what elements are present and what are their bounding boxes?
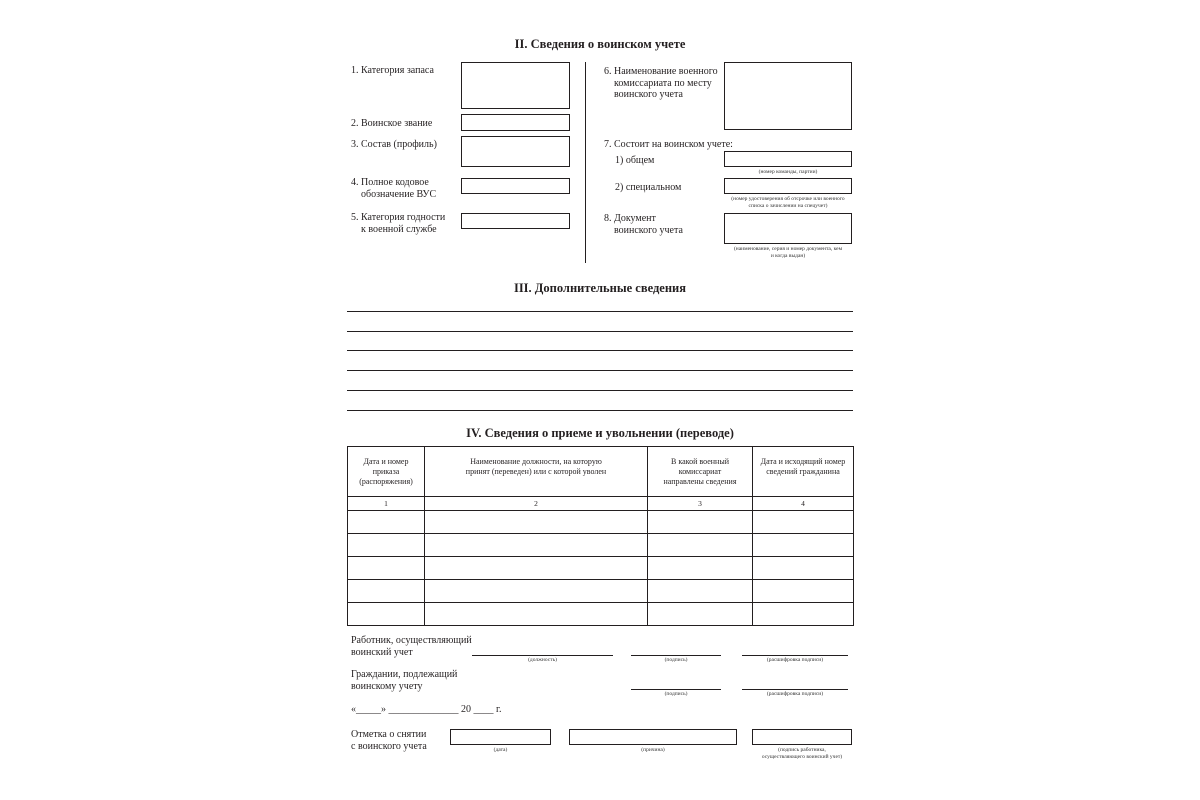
table-cell[interactable] <box>753 511 854 534</box>
column-number: 2 <box>425 497 648 511</box>
general-registration-label: 1) общем <box>615 155 655 166</box>
special-registration-note: (номер удостоверения об отсрочке или военного списка о зачислении на спецучет) <box>731 196 845 209</box>
citizen-decoding-note: (расшифровка подписи) <box>766 691 824 697</box>
citizen-decoding-line[interactable] <box>742 689 848 690</box>
column-header-commissariat: В какой военный комиссариат направлены сведения <box>648 447 753 497</box>
table-row <box>348 580 854 603</box>
column-number: 4 <box>753 497 854 511</box>
removal-reason-field[interactable] <box>569 729 737 745</box>
table-row <box>348 511 854 534</box>
column-header-outgoing: Дата и исходящий номер сведений гражданина <box>753 447 854 497</box>
removal-date-note: (дата) <box>493 747 508 753</box>
commissariat-label: 6. Наименование военного комиссариата по месту воинского учета <box>604 66 718 100</box>
removal-signature-note: (подпись работника, осуществляющего воинский учет) <box>761 747 843 760</box>
removal-signature-field[interactable] <box>752 729 852 745</box>
military-document-field[interactable] <box>724 213 852 244</box>
date-line[interactable]: «_____» ______________ 20 ____ г. <box>351 704 502 715</box>
table-cell[interactable] <box>348 580 425 603</box>
table-number-row <box>348 497 854 511</box>
worker-label: Работник, осуществляющий воинский учет <box>351 635 472 658</box>
worker-position-line[interactable] <box>472 655 613 656</box>
column-number: 3 <box>648 497 753 511</box>
additional-info-line[interactable] <box>347 350 853 351</box>
section-4-title: IV. Сведения о приеме и увольнении (переводе) <box>466 426 734 440</box>
section-3-title: III. Дополнительные сведения <box>513 281 687 295</box>
worker-position-note: (должность) <box>528 657 557 663</box>
table-cell[interactable] <box>648 511 753 534</box>
special-registration-field[interactable] <box>724 178 852 194</box>
general-registration-field[interactable] <box>724 151 852 167</box>
table-cell[interactable] <box>648 603 753 626</box>
table-row <box>348 557 854 580</box>
removal-label: Отметка о снятии с воинского учета <box>351 729 427 752</box>
section-2-title: II. Сведения о воинском учете <box>514 37 686 51</box>
table-cell[interactable] <box>348 511 425 534</box>
table-cell[interactable] <box>348 557 425 580</box>
table-cell[interactable] <box>425 603 648 626</box>
employment-table <box>347 446 854 626</box>
worker-decoding-line[interactable] <box>742 655 848 656</box>
military-document-label: 8. Документ воинского учета <box>604 213 683 236</box>
additional-info-line[interactable] <box>347 331 853 332</box>
military-document-note: (наименование, серия и номер документа, кем и когда выдан) <box>733 246 843 259</box>
table-cell[interactable] <box>425 511 648 534</box>
table-cell[interactable] <box>753 557 854 580</box>
table-cell[interactable] <box>753 603 854 626</box>
fitness-category-label: 5. Категория годности к военной службе <box>351 212 446 235</box>
additional-info-line[interactable] <box>347 390 853 391</box>
column-header-order: Дата и номер приказа (распоряжения) <box>348 447 425 497</box>
table-cell[interactable] <box>753 534 854 557</box>
table-cell[interactable] <box>648 534 753 557</box>
table-cell[interactable] <box>753 580 854 603</box>
general-registration-note: (номер команды, партии) <box>758 169 818 175</box>
registration-label: 7. Состоит на воинском учете: <box>604 139 733 150</box>
fitness-category-field[interactable] <box>461 213 570 229</box>
removal-reason-note: (причина) <box>641 747 665 753</box>
worker-signature-note: (подпись) <box>664 657 688 663</box>
citizen-label: Граждании, подлежащий воинскому учету <box>351 669 458 692</box>
citizen-signature-line[interactable] <box>631 689 721 690</box>
composition-field[interactable] <box>461 136 570 167</box>
table-cell[interactable] <box>425 580 648 603</box>
additional-info-line[interactable] <box>347 370 853 371</box>
vus-code-field[interactable] <box>461 178 570 194</box>
column-number: 1 <box>348 497 425 511</box>
commissariat-field[interactable] <box>724 62 852 130</box>
reserve-category-field[interactable] <box>461 62 570 109</box>
table-cell[interactable] <box>648 580 753 603</box>
citizen-signature-note: (подпись) <box>664 691 688 697</box>
worker-signature-line[interactable] <box>631 655 721 656</box>
table-cell[interactable] <box>348 534 425 557</box>
special-registration-label: 2) специальном <box>615 182 682 193</box>
removal-date-field[interactable] <box>450 729 551 745</box>
table-cell[interactable] <box>425 534 648 557</box>
reserve-category-label: 1. Категория запаса <box>351 65 434 76</box>
worker-decoding-note: (расшифровка подписи) <box>766 657 824 663</box>
vus-code-label: 4. Полное кодовое обозначение ВУС <box>351 177 437 200</box>
table-cell[interactable] <box>348 603 425 626</box>
column-header-position: Наименование должности, на которую принят (переведен) или с которой уволен <box>425 447 648 497</box>
table-row <box>348 603 854 626</box>
military-rank-label: 2. Воинское звание <box>351 118 433 129</box>
table-header-row <box>348 447 854 497</box>
additional-info-line[interactable] <box>347 311 853 312</box>
additional-info-line[interactable] <box>347 410 853 411</box>
table-row <box>348 534 854 557</box>
table-cell[interactable] <box>648 557 753 580</box>
column-divider <box>585 62 586 263</box>
table-cell[interactable] <box>425 557 648 580</box>
composition-label: 3. Состав (профиль) <box>351 139 437 150</box>
military-rank-field[interactable] <box>461 114 570 131</box>
